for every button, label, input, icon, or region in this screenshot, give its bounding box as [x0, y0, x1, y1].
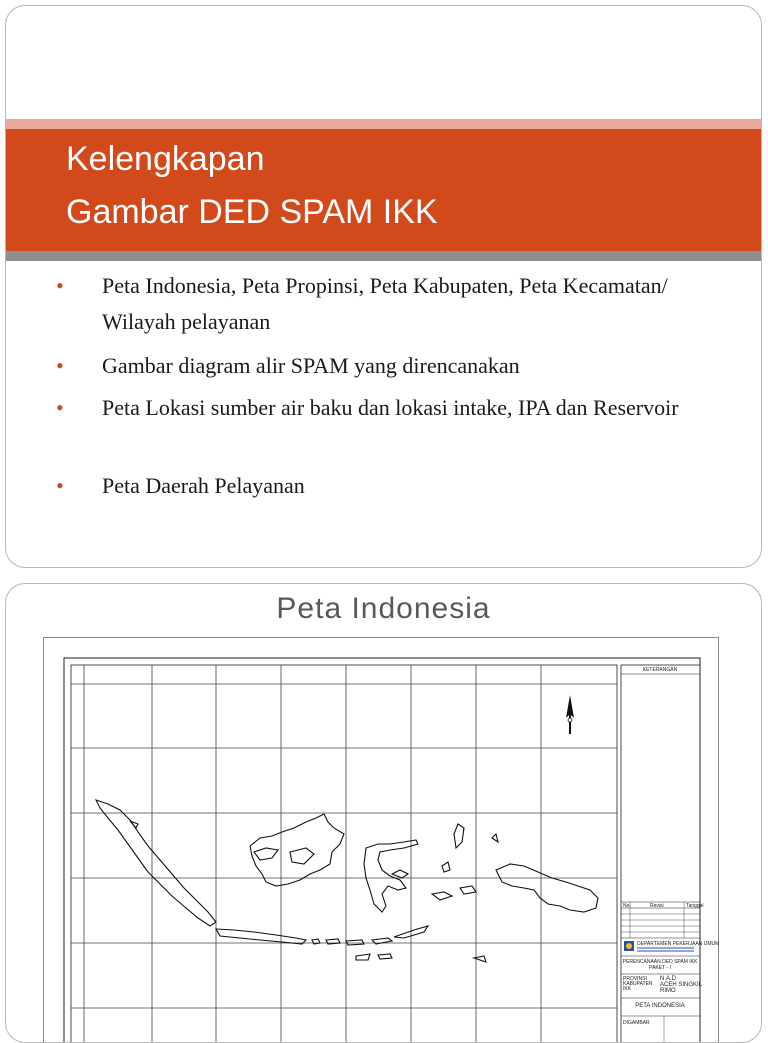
- map-svg: [44, 638, 720, 1043]
- bullet-text: Peta Daerah Pelayanan: [102, 473, 305, 498]
- title-block-value-provinsi: N.A.D: [660, 976, 677, 982]
- title-bottom-strip: [6, 251, 761, 261]
- bullet-marker: •: [56, 473, 64, 498]
- title-block-paket: PAKET - I: [649, 965, 671, 971]
- north-arrow-icon: [566, 695, 574, 734]
- slide-1: [5, 5, 762, 568]
- slide-title-line-2: Gambar DED SPAM IKK: [66, 193, 438, 231]
- title-block-col-tanggal: Tanggal: [686, 903, 704, 909]
- bullet-text: Peta Lokasi sumber air baku dan lokasi intake, IPA dan Reservoir: [102, 395, 679, 420]
- indonesia-islands: [96, 800, 598, 962]
- title-block-label-ikk: IKK: [623, 986, 632, 992]
- title-block-col-no: No: [623, 903, 630, 909]
- title-block-value-kabupaten: ACEH SINGKIL: [660, 982, 703, 988]
- title-block-label-provinsi: PROVINSI: [623, 976, 647, 982]
- slide-2-title: Peta Indonesia: [276, 592, 491, 625]
- bullet-text: Peta Indonesia, Peta Propinsi, Peta Kabupaten, Peta Kecamatan/ Wilayah pelayanan: [102, 273, 668, 334]
- title-accent-strip: [6, 119, 761, 129]
- slide-title-line-1: Kelengkapan: [66, 140, 265, 178]
- title-block-keterangan: KETERANGAN: [642, 667, 678, 673]
- title-block-drawing-title: PETA INDONESIA: [635, 1003, 685, 1009]
- title-block-agency: DEPARTEMEN PEKERJAAN UMUM: [637, 941, 720, 947]
- bullet-marker: •: [56, 395, 64, 420]
- title-block-col-revisi: Revisi: [650, 903, 664, 909]
- title-block-footer: DIGAMBAR: [623, 1020, 650, 1026]
- bullet-text: Gambar diagram alir SPAM yang direncanakan: [102, 353, 520, 378]
- slide-2: [5, 583, 762, 1043]
- bullet-marker: •: [56, 353, 64, 378]
- title-block-label-kabupaten: KABUPATEN: [623, 981, 653, 987]
- map-grid: [71, 665, 617, 1043]
- map-drawing: [43, 637, 719, 1043]
- ministry-logo-emblem-icon: [626, 943, 632, 949]
- title-block: [621, 665, 719, 1043]
- title-block-value-ikk: RIMO: [660, 988, 676, 994]
- title-block-project: PERENCANAAN DED SPAM IKK: [622, 959, 698, 965]
- bullet-marker: •: [56, 273, 64, 298]
